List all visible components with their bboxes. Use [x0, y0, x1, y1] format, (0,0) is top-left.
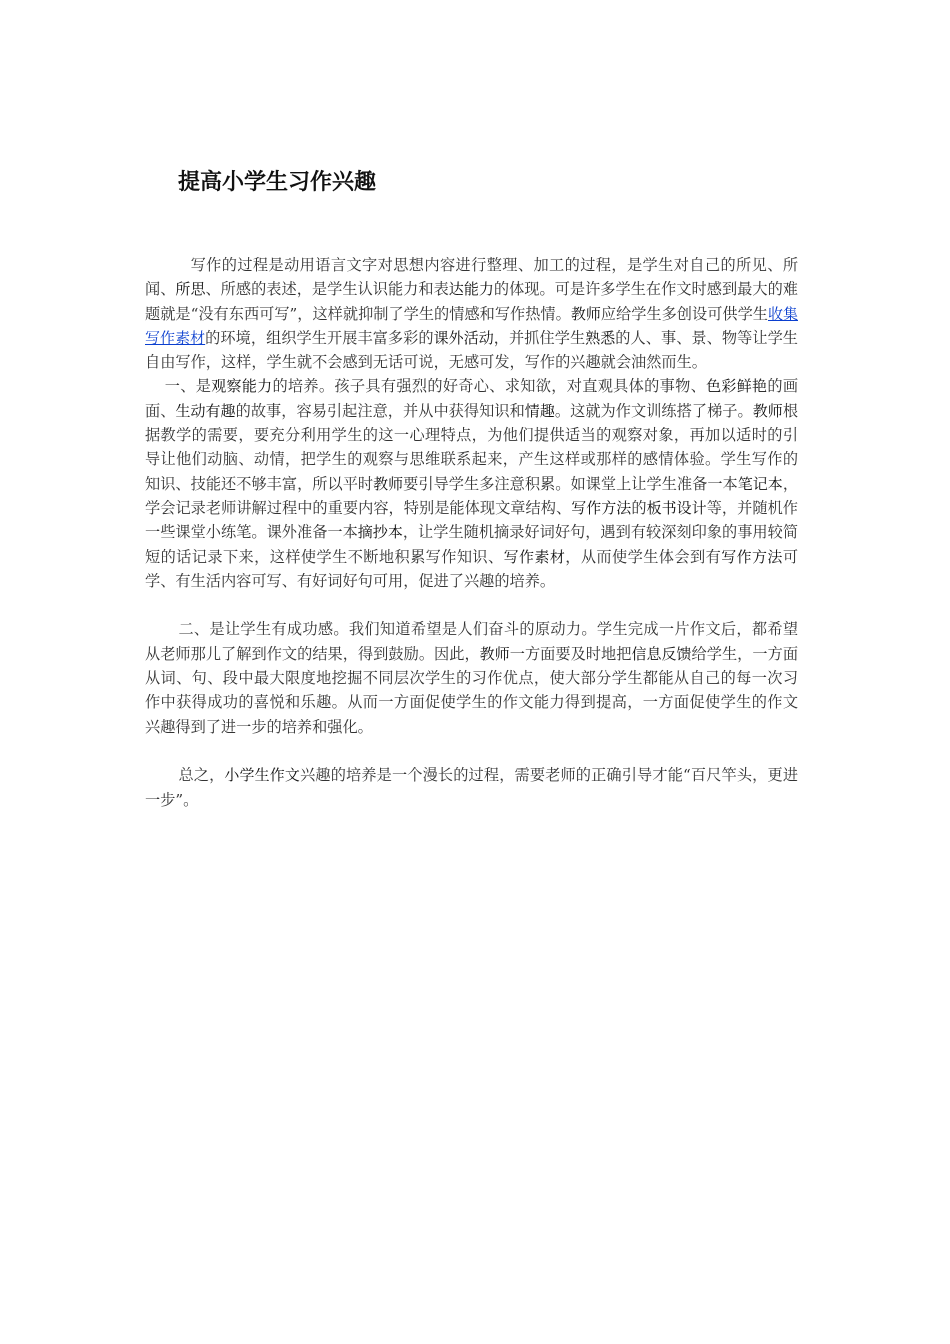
text-run: 的人、事、景、物等让学生自由写作，这样，学生就不会感到无话可说，无感可发，写作的兴趣就会油然而生。	[145, 328, 798, 372]
document-body	[145, 253, 798, 812]
text-run: 写作的过程是动用语言文字对思想内容进行整理、加工的过程，是学生对自己的所见、所闻、	[145, 256, 798, 299]
keyword: 信息反馈	[631, 644, 692, 663]
text-run: 。这就为作文训练搭了梯子。	[554, 401, 753, 420]
text-run: ，从而使学生体会到有	[565, 547, 722, 566]
paragraph-success	[145, 617, 798, 738]
text-run: 兴趣的培养是一个漫长的过程，需要老师的正确引导才能“百尺竿头，更进一步”。	[145, 766, 799, 809]
text-run: 的故事，容易引起注意，并从中获得知识和	[235, 401, 525, 420]
keyword: 色彩鲜艳	[706, 377, 768, 396]
text-run: 、所感的表述，是学生认识能力和表	[205, 280, 449, 299]
keyword: 小学生作文	[224, 766, 301, 785]
text-run: 的环境，组织学生开展丰富多彩的	[205, 328, 434, 347]
collect-writing-material-link[interactable]: 收集写作素材	[145, 304, 798, 347]
keyword: 教师	[373, 474, 404, 493]
text-run: 的	[631, 498, 647, 517]
keyword: 板书设计	[646, 498, 707, 517]
keyword: 教师	[570, 304, 601, 323]
keyword: 写作方法	[571, 498, 632, 517]
paragraph-observation	[145, 374, 798, 593]
keyword: 课外活动	[433, 328, 494, 347]
paragraph-intro	[145, 253, 798, 374]
text-run: 二、是让学生有成功感。我们知道希望是人们奋斗的原动力。学生完成一片作文后，都希望从老师那儿了解到作文的结果，得到鼓励。因此，	[145, 620, 798, 663]
text-run: 应给学生多创设可供学生	[600, 304, 768, 323]
text-run: 可学、有生活内容可写、有好词好句可用，促进了兴趣的培养。	[145, 547, 798, 590]
text-run: 等，并随机作一些课堂小练笔。课外准备一本	[145, 498, 798, 542]
keyword: 教师	[752, 401, 783, 420]
text-run: 一方面要及时地把	[509, 644, 632, 663]
text-run: ，让学生随机摘录好词好句，遇到有较深刻印象的事用较简短的话记录下来，这样使学生不断地积累写作知识、	[145, 523, 799, 566]
keyword: 情趣	[524, 401, 555, 420]
keyword: 观察能力	[211, 377, 273, 396]
keyword: 生动有趣	[175, 401, 236, 420]
text-run: 总之，	[178, 766, 225, 785]
keyword: 写作方法	[721, 547, 783, 566]
keyword: 摘抄本	[357, 523, 403, 542]
keyword: 写作素材	[503, 547, 566, 566]
text-run: 一、是	[164, 377, 212, 396]
document-title: 提高小学生习作兴趣	[178, 170, 377, 195]
text-run: 给学生，一方面从词、句、段中最大限度地挖掘不同层次学生的习作优点，使大部分学生都能从自己的每一次习作中获得成功的喜悦和乐趣。从而一方面促使学生的作文能力得到提高，一方面促使学生的作文兴趣得到了进一步的培养和强化。	[145, 644, 799, 736]
text-run: ，学会记录老师讲解过程中的重要内容，特别是能体现文章结构、	[145, 474, 798, 517]
keyword: 所思	[175, 280, 206, 299]
text-run: 的体现。可是许多学生在作文时感到最大的难题就是“没有东西可写”，这样就抑制了学生的情感和写作热情。	[145, 280, 798, 323]
keyword: 达能力	[448, 280, 494, 299]
text-run: ，并抓住学生	[493, 328, 586, 347]
text-run: 的画面、	[145, 377, 799, 420]
paragraph-conclusion	[145, 763, 798, 812]
text-run: 要引导学生多注意积累。如课堂上让学生准备一本	[403, 474, 738, 493]
keyword: 熟悉	[585, 328, 616, 347]
text-run: 的培养。孩子具有强烈的好奇心、求知欲，对直观具体的事物、	[272, 377, 707, 396]
keyword: 教师	[479, 644, 510, 663]
keyword: 笔记本	[737, 474, 783, 493]
text-run: 根据教学的需要，要充分利用学生的这一心理特点，为他们提供适当的观察对象，再加以适时的引导让他们动脑、动情，把学生的观察与思维联系起来，产生这样或那样的感情体验。学生写作的知识、技能还不够丰富，所以平时	[145, 401, 799, 493]
